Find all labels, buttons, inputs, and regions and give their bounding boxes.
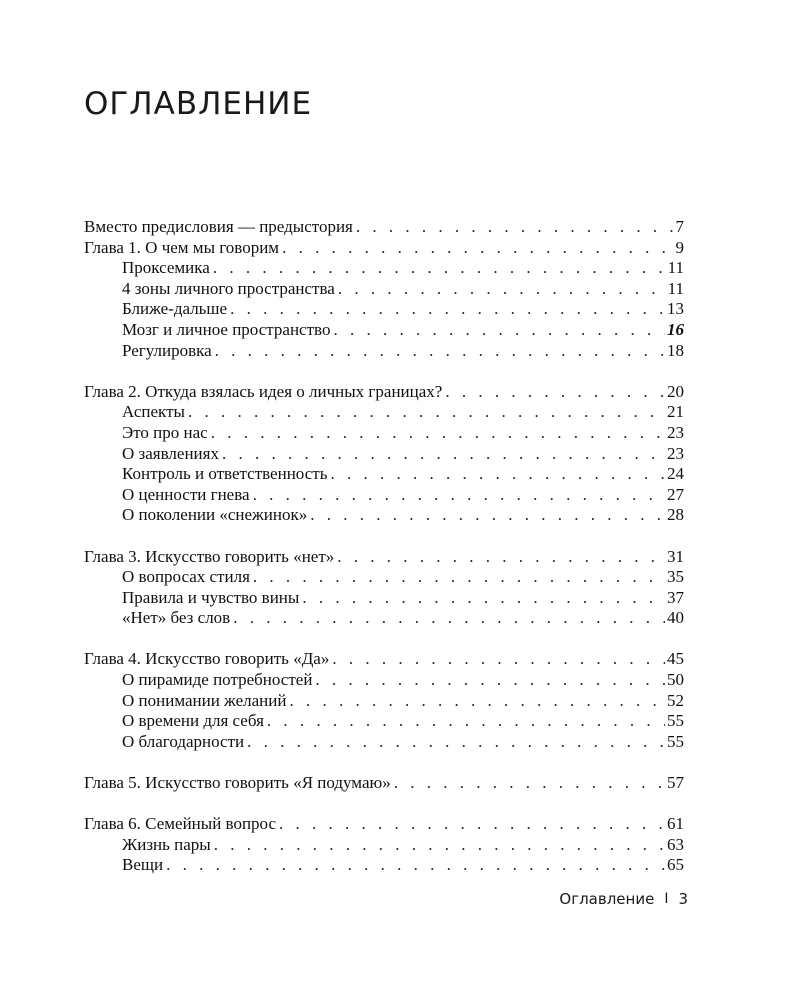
toc-subentry[interactable] <box>84 341 684 362</box>
toc-page-number: 40 <box>667 608 684 628</box>
toc-leader-dots <box>211 423 665 444</box>
toc-page-number: 7 <box>675 217 684 236</box>
toc-page-number: 55 <box>667 711 684 731</box>
toc-page-number: 28 <box>667 505 684 525</box>
toc-subentry[interactable] <box>84 423 684 444</box>
toc-page-number: 20 <box>667 381 684 401</box>
toc-subentry[interactable] <box>84 711 684 732</box>
toc-leader-dots <box>332 649 665 670</box>
toc-page-number: 63 <box>667 834 684 854</box>
toc-leader-dots <box>214 835 665 856</box>
toc-entry-title: Контроль и ответственность <box>122 464 328 484</box>
toc-leader-dots <box>188 402 665 423</box>
toc-entry-title: Вместо предисловия — предыстория <box>84 217 353 236</box>
toc-chapter-entry[interactable] <box>84 238 684 259</box>
toc-page-number: 55 <box>667 731 684 751</box>
toc-subentry[interactable] <box>84 670 684 691</box>
toc-entry-title: Глава 6. Семейный вопрос <box>84 814 277 834</box>
toc-chapter-entry[interactable] <box>84 649 684 670</box>
toc-page-number: 61 <box>667 814 684 834</box>
page-title: ОГЛАВЛЕНИЕ <box>84 86 313 122</box>
toc-entry-title: О поколении «снежинок» <box>122 505 308 525</box>
toc-page-number: 21 <box>667 402 684 422</box>
toc-subentry[interactable] <box>84 299 684 320</box>
toc-page-number: 50 <box>667 670 684 690</box>
toc-chapter-entry[interactable] <box>84 547 684 568</box>
toc-subentry[interactable] <box>84 732 684 753</box>
toc-chapter-entry[interactable] <box>84 382 684 403</box>
page-footer <box>559 890 688 908</box>
toc-leader-dots <box>230 299 665 320</box>
toc-subentry[interactable] <box>84 567 684 588</box>
toc-entry-title: Глава 4. Искусство говорить «Да» <box>84 649 330 669</box>
toc-subentry[interactable] <box>84 505 684 526</box>
toc-entry-title: Ближе-дальше <box>122 299 228 319</box>
toc-subentry[interactable] <box>84 691 684 712</box>
toc-entry-title: Регулировка <box>122 340 212 360</box>
toc-leader-dots <box>253 567 665 588</box>
toc-leader-dots <box>302 588 665 609</box>
toc-subentry[interactable] <box>84 464 684 485</box>
toc-leader-dots <box>233 608 665 629</box>
toc-leader-dots <box>445 382 665 403</box>
toc-page-number: 52 <box>667 690 684 710</box>
toc-entry-title: О понимании желаний <box>122 690 287 710</box>
toc-page-number: 45 <box>667 649 684 669</box>
toc-leader-dots <box>356 217 674 238</box>
toc-page-number: 31 <box>667 546 684 566</box>
toc-subentry[interactable] <box>84 444 684 465</box>
toc-leader-dots <box>338 279 666 300</box>
footer-section-label: Оглавление <box>559 890 655 908</box>
toc-page-number: 57 <box>667 773 684 793</box>
toc-leader-dots <box>330 464 665 485</box>
toc-page-number: 9 <box>675 237 684 257</box>
toc-subentry[interactable] <box>84 835 684 856</box>
toc-leader-dots <box>215 341 665 362</box>
toc-entry-title: Правила и чувство вины <box>122 587 300 607</box>
toc-page-number: 11 <box>667 278 684 298</box>
toc-leader-dots <box>289 691 665 712</box>
toc-entry-title: О благодарности <box>122 731 245 751</box>
toc-page-number: 23 <box>667 422 684 442</box>
toc-leader-dots <box>337 547 665 568</box>
toc-entry-title: О заявлениях <box>122 443 219 463</box>
toc-subentry[interactable] <box>84 608 684 629</box>
toc-chapter-entry[interactable] <box>84 217 684 238</box>
toc-leader-dots <box>222 444 665 465</box>
toc-entry-title: Это про нас <box>122 422 208 442</box>
toc-subentry[interactable] <box>84 588 684 609</box>
toc-entry-title: «Нет» без слов <box>122 608 231 628</box>
toc-entry-title: Глава 5. Искусство говорить «Я подумаю» <box>84 773 391 793</box>
toc-entry-title: Глава 2. Откуда взялась идея о личных границах? <box>84 381 443 401</box>
toc-page-number: 13 <box>667 299 684 319</box>
toc-subentry[interactable] <box>84 258 684 279</box>
toc-chapter-entry[interactable] <box>84 814 684 835</box>
toc-subentry[interactable] <box>84 855 684 876</box>
toc-page-number: 24 <box>667 464 684 484</box>
toc-entry-title: Мозг и личное пространство <box>122 319 331 339</box>
toc-leader-dots <box>333 320 665 341</box>
toc-leader-dots <box>279 814 665 835</box>
toc-page-number: 37 <box>667 587 684 607</box>
toc-subentry[interactable] <box>84 320 684 341</box>
toc-page-number: 35 <box>667 567 684 587</box>
toc-leader-dots <box>166 855 665 876</box>
toc-chapter-entry[interactable] <box>84 773 684 794</box>
toc-entry-title: Вещи <box>122 855 164 875</box>
toc-entry-title: О времени для себя <box>122 711 264 731</box>
toc-entry-title: 4 зоны личного пространства <box>122 278 335 298</box>
toc-leader-dots <box>213 258 666 279</box>
footer-separator: I <box>664 891 669 907</box>
toc-leader-dots <box>253 485 665 506</box>
toc-subentry[interactable] <box>84 485 684 506</box>
toc-leader-dots <box>267 711 665 732</box>
toc-leader-dots <box>394 773 665 794</box>
toc-entry-title: Глава 1. О чем мы говорим <box>84 237 280 257</box>
toc-subentry[interactable] <box>84 279 684 300</box>
toc-subentry[interactable] <box>84 402 684 423</box>
toc-leader-dots <box>315 670 665 691</box>
toc-page-number: 16 <box>667 319 684 339</box>
toc-page-number: 11 <box>667 258 684 278</box>
toc-entry-title: Жизнь пары <box>122 834 211 854</box>
toc-page-number: 65 <box>667 855 684 875</box>
table-of-contents <box>84 217 684 876</box>
toc-page-number: 23 <box>667 443 684 463</box>
toc-leader-dots <box>247 732 665 753</box>
toc-entry-title: Проксемика <box>122 258 210 278</box>
toc-leader-dots <box>310 505 665 526</box>
toc-page-number: 27 <box>667 484 684 504</box>
toc-entry-title: О ценности гнева <box>122 484 250 504</box>
toc-leader-dots <box>282 238 673 259</box>
toc-entry-title: Аспекты <box>122 402 185 422</box>
footer-page-number: 3 <box>678 890 688 908</box>
toc-entry-title: О пирамиде потребностей <box>122 670 313 690</box>
toc-entry-title: О вопросах стиля <box>122 567 250 587</box>
toc-entry-title: Глава 3. Искусство говорить «нет» <box>84 546 335 566</box>
toc-page-number: 18 <box>667 340 684 360</box>
